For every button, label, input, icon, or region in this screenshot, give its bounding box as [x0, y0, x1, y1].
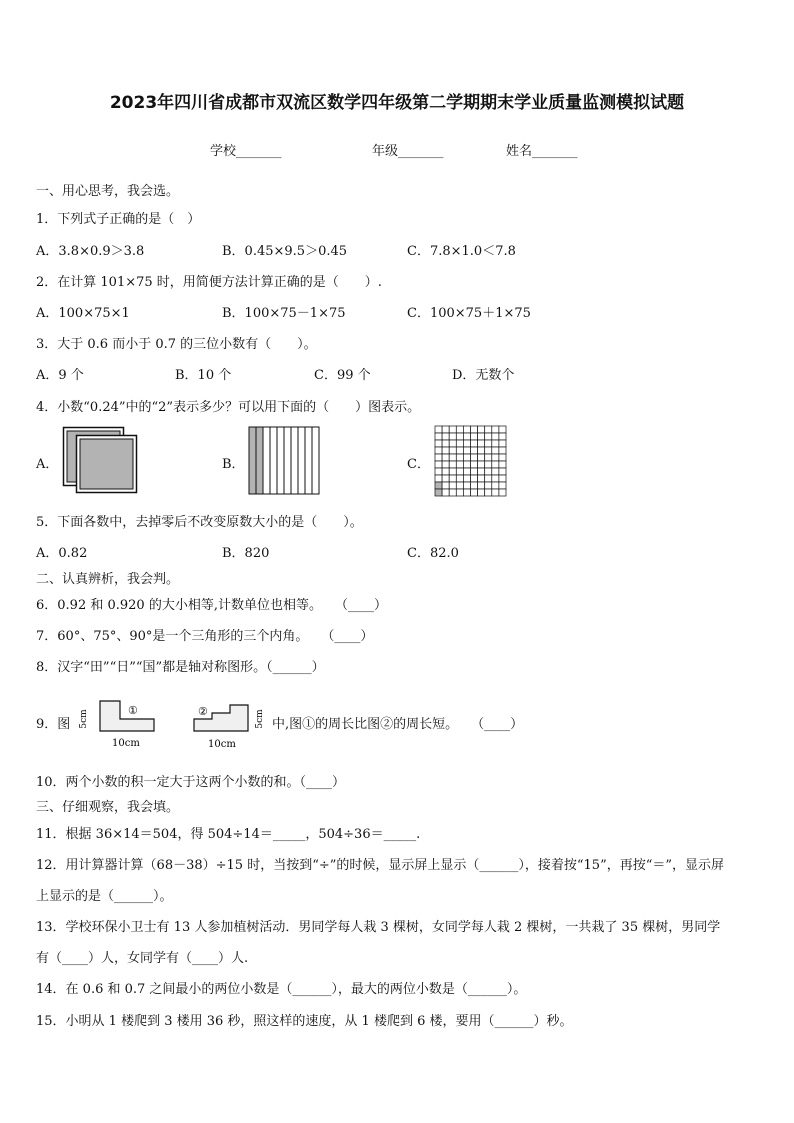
q5-option-b: B．820	[222, 546, 270, 561]
grid-cell	[471, 461, 478, 468]
grid-cell	[471, 468, 478, 475]
grid-cell	[463, 461, 470, 468]
q2-option-c: C．100×75＋1×75	[407, 306, 531, 321]
q4-figure-b-strips	[247, 426, 323, 496]
q2-stem: 2．在计算 101×75 时，用简便方法计算正确的是（ ）.	[36, 275, 382, 290]
grid-cell	[478, 447, 485, 454]
grid-cell	[435, 475, 442, 482]
grid-cell	[463, 426, 470, 433]
grid-cell	[442, 461, 449, 468]
grade-field: 年级_______	[372, 144, 444, 159]
grid-cell	[485, 461, 492, 468]
q9-figure-1	[72, 697, 182, 751]
grid-cell	[442, 433, 449, 440]
q11-text: 11．根据 36×14＝504，得 504÷14＝_____，504÷36＝_____.	[36, 827, 421, 842]
grid-cell	[499, 489, 506, 496]
q3-option-c: C．99 个	[314, 368, 371, 383]
grid-cell	[478, 468, 485, 475]
grid-cell	[492, 489, 499, 496]
grid-cell	[435, 440, 442, 447]
q9-prefix: 9．图	[36, 717, 71, 732]
grid-cell	[456, 447, 463, 454]
q6-text: 6．0.92 和 0.920 的大小相等,计数单位也相等。 （____）	[36, 598, 387, 613]
grid-cell	[442, 447, 449, 454]
grid-cell	[463, 482, 470, 489]
q1-option-a: A．3.8×0.9＞3.8	[36, 244, 145, 259]
grid-cell	[499, 468, 506, 475]
grid-cell	[435, 461, 442, 468]
grid-cell	[485, 489, 492, 496]
grid-cell	[456, 440, 463, 447]
strip	[305, 427, 312, 494]
grid-cell	[485, 468, 492, 475]
page-title: 2023年四川省成都市双流区数学四年级第二学期期末学业质量监测模拟试题	[109, 93, 685, 113]
q9-figure-2	[190, 697, 275, 751]
grid-cell	[449, 468, 456, 475]
strip	[277, 427, 284, 494]
strip	[284, 427, 291, 494]
grid-cell	[435, 454, 442, 461]
grid-cell	[478, 454, 485, 461]
q9-fig2-height-label: 5cm	[255, 709, 265, 729]
q9-fig2-width-label: 10cm	[208, 739, 236, 750]
q4-option-c: C．	[407, 457, 430, 472]
grid-cell	[485, 454, 492, 461]
grid-cell	[442, 475, 449, 482]
grid-cell	[456, 426, 463, 433]
q8-text: 8．汉字“田”“日”“国”都是轴对称图形。（______）	[36, 660, 325, 675]
grid-cell	[449, 447, 456, 454]
grid-cell	[478, 426, 485, 433]
grid-cell	[449, 454, 456, 461]
strip	[270, 427, 277, 494]
grid-cell	[449, 433, 456, 440]
q3-stem: 3．大于 0.6 而小于 0.7 的三位小数有（ ）。	[36, 337, 317, 352]
q13-line-1: 13．学校环保小卫士有 13 人参加植树活动．男同学每人栽 3 棵树，女同学每人栽 2 棵树，一共栽了 35 棵树，男同学	[36, 920, 721, 935]
grid-cell	[456, 433, 463, 440]
grid-cell	[456, 489, 463, 496]
q4-stem: 4．小数“0.24”中的“2”表示多少？可以用下面的（ ）图表示。	[36, 400, 421, 415]
grid-cell	[471, 475, 478, 482]
grid-cell	[463, 433, 470, 440]
grid-cell	[478, 489, 485, 496]
grid-cell	[471, 440, 478, 447]
strip	[249, 427, 256, 494]
strip	[312, 427, 319, 494]
section-1-heading: 一、用心思考，我会选。	[36, 184, 180, 199]
grid-cell	[485, 447, 492, 454]
grid-cell	[442, 468, 449, 475]
q2-option-b: B．100×75－1×75	[222, 306, 346, 321]
q13-line-2: 有（____）人，女同学有（____）人.	[36, 951, 249, 966]
grid-cell	[456, 454, 463, 461]
grid-cell	[435, 433, 442, 440]
grid-cell	[463, 447, 470, 454]
grid-cell	[471, 482, 478, 489]
strip	[291, 427, 298, 494]
grid-cell	[499, 475, 506, 482]
q7-text: 7．60°、75°、90°是一个三角形的三个内角。 （____）	[36, 629, 374, 644]
grid-cell	[449, 482, 456, 489]
grid-cell	[499, 482, 506, 489]
q9-suffix: 中,图①的周长比图②的周长短。 （____）	[272, 717, 524, 732]
grid-cell	[492, 482, 499, 489]
grid-cell	[492, 433, 499, 440]
grid-cell	[463, 468, 470, 475]
q1-option-c: C．7.8×1.0＜7.8	[407, 244, 516, 259]
q14-text: 14．在 0.6 和 0.7 之间最小的两位小数是（______），最大的两位小数是（______）。	[36, 982, 527, 997]
grid-cell	[499, 440, 506, 447]
q1-stem: 1．下列式子正确的是（ ）	[36, 212, 201, 227]
grid-cell	[471, 447, 478, 454]
grid-cell	[485, 475, 492, 482]
grid-cell	[435, 426, 442, 433]
q5-option-a: A．0.82	[36, 546, 88, 561]
section-2-heading: 二、认真辨析，我会判。	[36, 572, 180, 587]
grid-cell	[442, 482, 449, 489]
section-3-heading: 三、仔细观察，我会填。	[36, 800, 180, 815]
grid-cell	[499, 433, 506, 440]
grid-cell	[442, 489, 449, 496]
strip	[256, 427, 263, 494]
school-field: 学校_______	[210, 144, 282, 159]
grid-cell	[499, 454, 506, 461]
grid-cell	[456, 461, 463, 468]
grid-cell	[492, 454, 499, 461]
grid-cell	[449, 440, 456, 447]
grid-cell	[471, 454, 478, 461]
grid-cell	[449, 489, 456, 496]
q15-text: 15．小明从 1 楼爬到 3 楼用 36 秒，照这样的速度，从 1 楼爬到 6 楼，要用（______）秒。	[36, 1014, 573, 1029]
grid-cell	[478, 475, 485, 482]
grid-cell	[463, 454, 470, 461]
grid-cell	[463, 475, 470, 482]
q4-figure-c-grid	[434, 425, 508, 497]
q2-option-a: A．100×75×1	[36, 306, 130, 321]
q4-figure-a-squares	[62, 426, 138, 494]
grid-cell	[435, 489, 442, 496]
grid-cell	[492, 461, 499, 468]
grid-cell	[471, 426, 478, 433]
q1-option-b: B．0.45×9.5＞0.45	[222, 244, 348, 259]
q9-fig1-number: ①	[128, 704, 138, 717]
q5-option-c: C．82.0	[407, 546, 459, 561]
grid-cell	[456, 475, 463, 482]
strip	[298, 427, 305, 494]
grid-cell	[435, 447, 442, 454]
q4-option-a: A．	[36, 457, 59, 472]
grid-cell	[456, 468, 463, 475]
grid-cell	[471, 489, 478, 496]
grid-cell	[499, 447, 506, 454]
q3-option-b: B．10 个	[175, 368, 232, 383]
grid-cell	[492, 440, 499, 447]
grid-cell	[435, 482, 442, 489]
grid-cell	[449, 475, 456, 482]
q9-fig1-width-label: 10cm	[112, 738, 140, 749]
q3-option-d: D．无数个	[452, 368, 515, 383]
grid-cell	[442, 454, 449, 461]
q3-option-a: A．9 个	[36, 368, 84, 383]
q5-stem: 5．下面各数中，去掉零后不改变原数大小的是（ ）。	[36, 515, 363, 530]
grid-cell	[478, 433, 485, 440]
grid-cell	[492, 426, 499, 433]
q12-line-1: 12．用计算器计算（68－38）÷15 时，当按到“÷”的时候，显示屏上显示（______），接着按“15”，再按“＝”，显示屏	[36, 858, 725, 873]
grid-cell	[485, 426, 492, 433]
grid-cell	[463, 440, 470, 447]
grid-cell	[485, 482, 492, 489]
grid-cell	[442, 426, 449, 433]
grid-cell	[499, 426, 506, 433]
grid-cell	[456, 482, 463, 489]
grid-cell	[485, 440, 492, 447]
grid-cell	[492, 475, 499, 482]
grid-cell	[485, 433, 492, 440]
q9-fig2-number: ②	[198, 705, 208, 718]
grid-cell	[449, 426, 456, 433]
q12-line-2: 上显示的是（______）。	[36, 889, 173, 904]
q4-option-b: B．	[222, 457, 245, 472]
strip	[263, 427, 270, 494]
grid-cell	[471, 433, 478, 440]
grid-cell	[499, 461, 506, 468]
grid-cell	[449, 461, 456, 468]
grid-cell	[492, 447, 499, 454]
grid-cell	[478, 482, 485, 489]
grid-cell	[478, 440, 485, 447]
grid-cell	[463, 489, 470, 496]
q9-fig1-height-label: 5cm	[79, 709, 89, 729]
name-field: 姓名_______	[506, 144, 578, 159]
q10-text: 10．两个小数的积一定大于这两个小数的和。（____）	[36, 775, 346, 790]
grid-cell	[492, 468, 499, 475]
grid-cell	[442, 440, 449, 447]
grid-cell	[478, 461, 485, 468]
grid-cell	[435, 468, 442, 475]
